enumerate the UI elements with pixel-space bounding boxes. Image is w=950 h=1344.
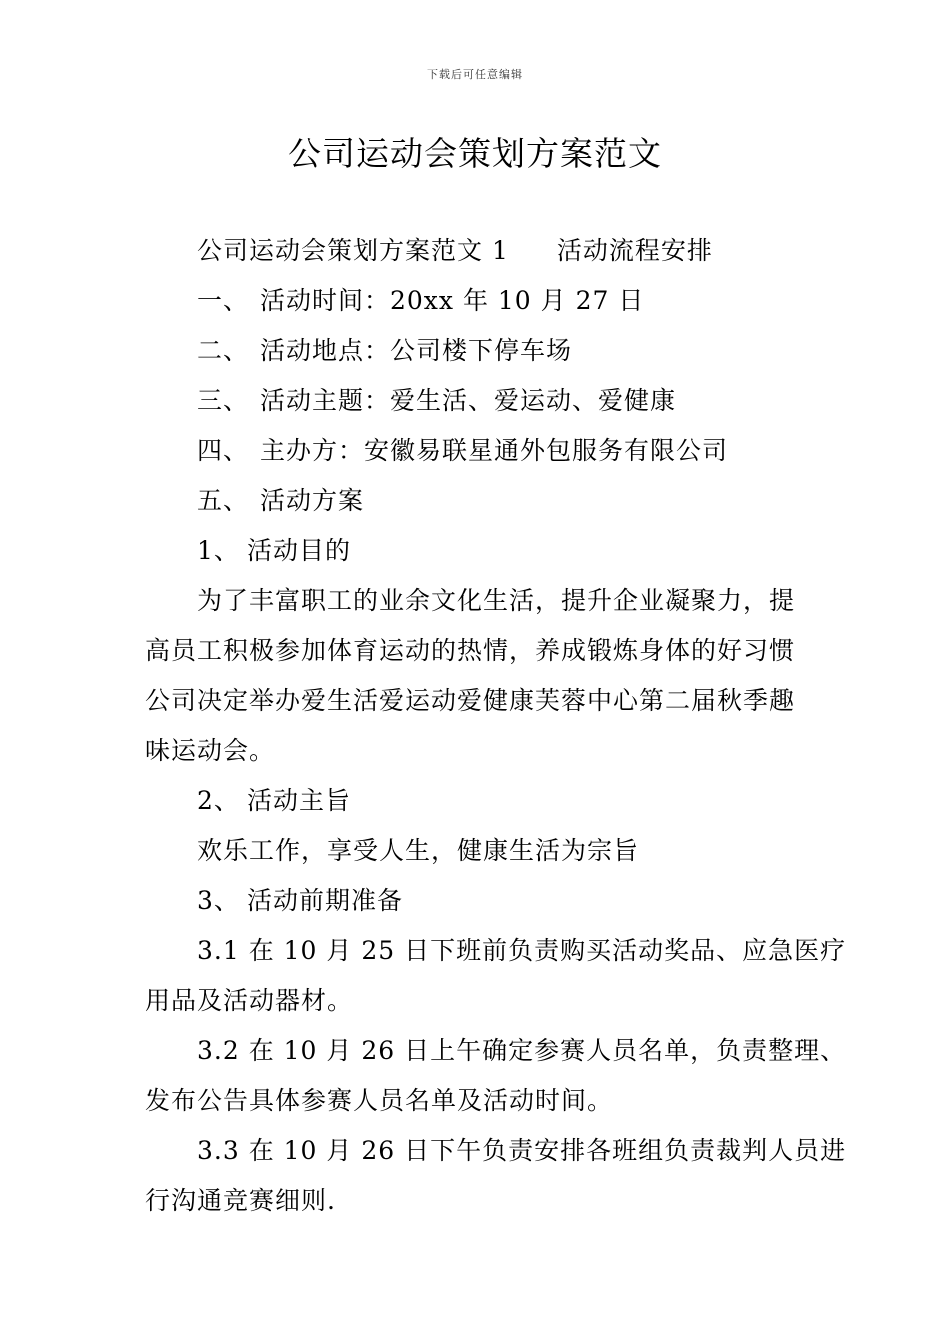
list-item-4 [145,426,810,476]
intro-subtitle: 活动流程安排 [556,236,713,265]
list-item-5 [145,476,810,526]
section-heading-3 [145,876,810,926]
section-number: 2、 [197,786,240,815]
paragraph-line: 发布公告具体参赛人员名单及活动时间。 [145,1086,614,1115]
list-item-1 [145,276,810,326]
list-text: 活动地点：公司楼下停车场 [260,336,573,365]
list-item-2 [145,326,810,376]
section-label: 活动主旨 [247,786,352,815]
list-item-3 [145,376,810,426]
document-body [145,226,847,1226]
intro-title: 公司运动会策划方案范文 1 [197,236,509,265]
paragraph-line: 3.1 在 10 月 25 日下班前负责购买活动奖品、应急医疗 [197,936,847,965]
list-text: 活动方案 [260,486,365,515]
paragraph-line: 3.3 在 10 月 26 日下午负责安排各班组负责裁判人员进 [197,1136,847,1165]
paragraph-line: 欢乐工作，享受人生，健康生活为宗旨 [197,836,640,865]
paragraph-line: 用品及活动器材。 [145,986,354,1015]
paragraph-line: 公司决定举办爱生活爱运动爱健康芙蓉中心第二届秋季趣 [145,686,796,715]
paragraph-line: 高员工积极参加体育运动的热情，养成锻炼身体的好习惯 [145,636,796,665]
section-heading-2 [145,776,810,826]
paragraph-line: 3.2 在 10 月 26 日上午确定参赛人员名单，负责整理、 [197,1036,847,1065]
section-number: 1、 [197,536,240,565]
list-text: 活动时间：20xx 年 10 月 27 日 [260,286,645,315]
paragraph-line: 为了丰富职工的业余文化生活，提升企业凝聚力，提 [197,586,796,615]
header-note: 下载后可任意编辑 [427,68,523,81]
list-text: 主办方：安徽易联星通外包服务有限公司 [260,436,729,465]
section-heading-1 [145,526,810,576]
list-number: 四、 [197,436,250,465]
list-number: 一、 [197,286,250,315]
intro-line [145,226,810,276]
section-label: 活动前期准备 [247,886,404,915]
list-text: 活动主题：爱生活、爱运动、爱健康 [260,386,677,415]
paragraph-line: 味运动会。 [145,736,276,765]
list-number: 五、 [197,486,250,515]
list-number: 二、 [197,336,250,365]
section-label: 活动目的 [247,536,352,565]
document-title: 公司运动会策划方案范文 [288,134,662,173]
section-number: 3、 [197,886,240,915]
list-number: 三、 [197,386,250,415]
paragraph-line: 行沟通竞赛细则. [145,1186,336,1215]
